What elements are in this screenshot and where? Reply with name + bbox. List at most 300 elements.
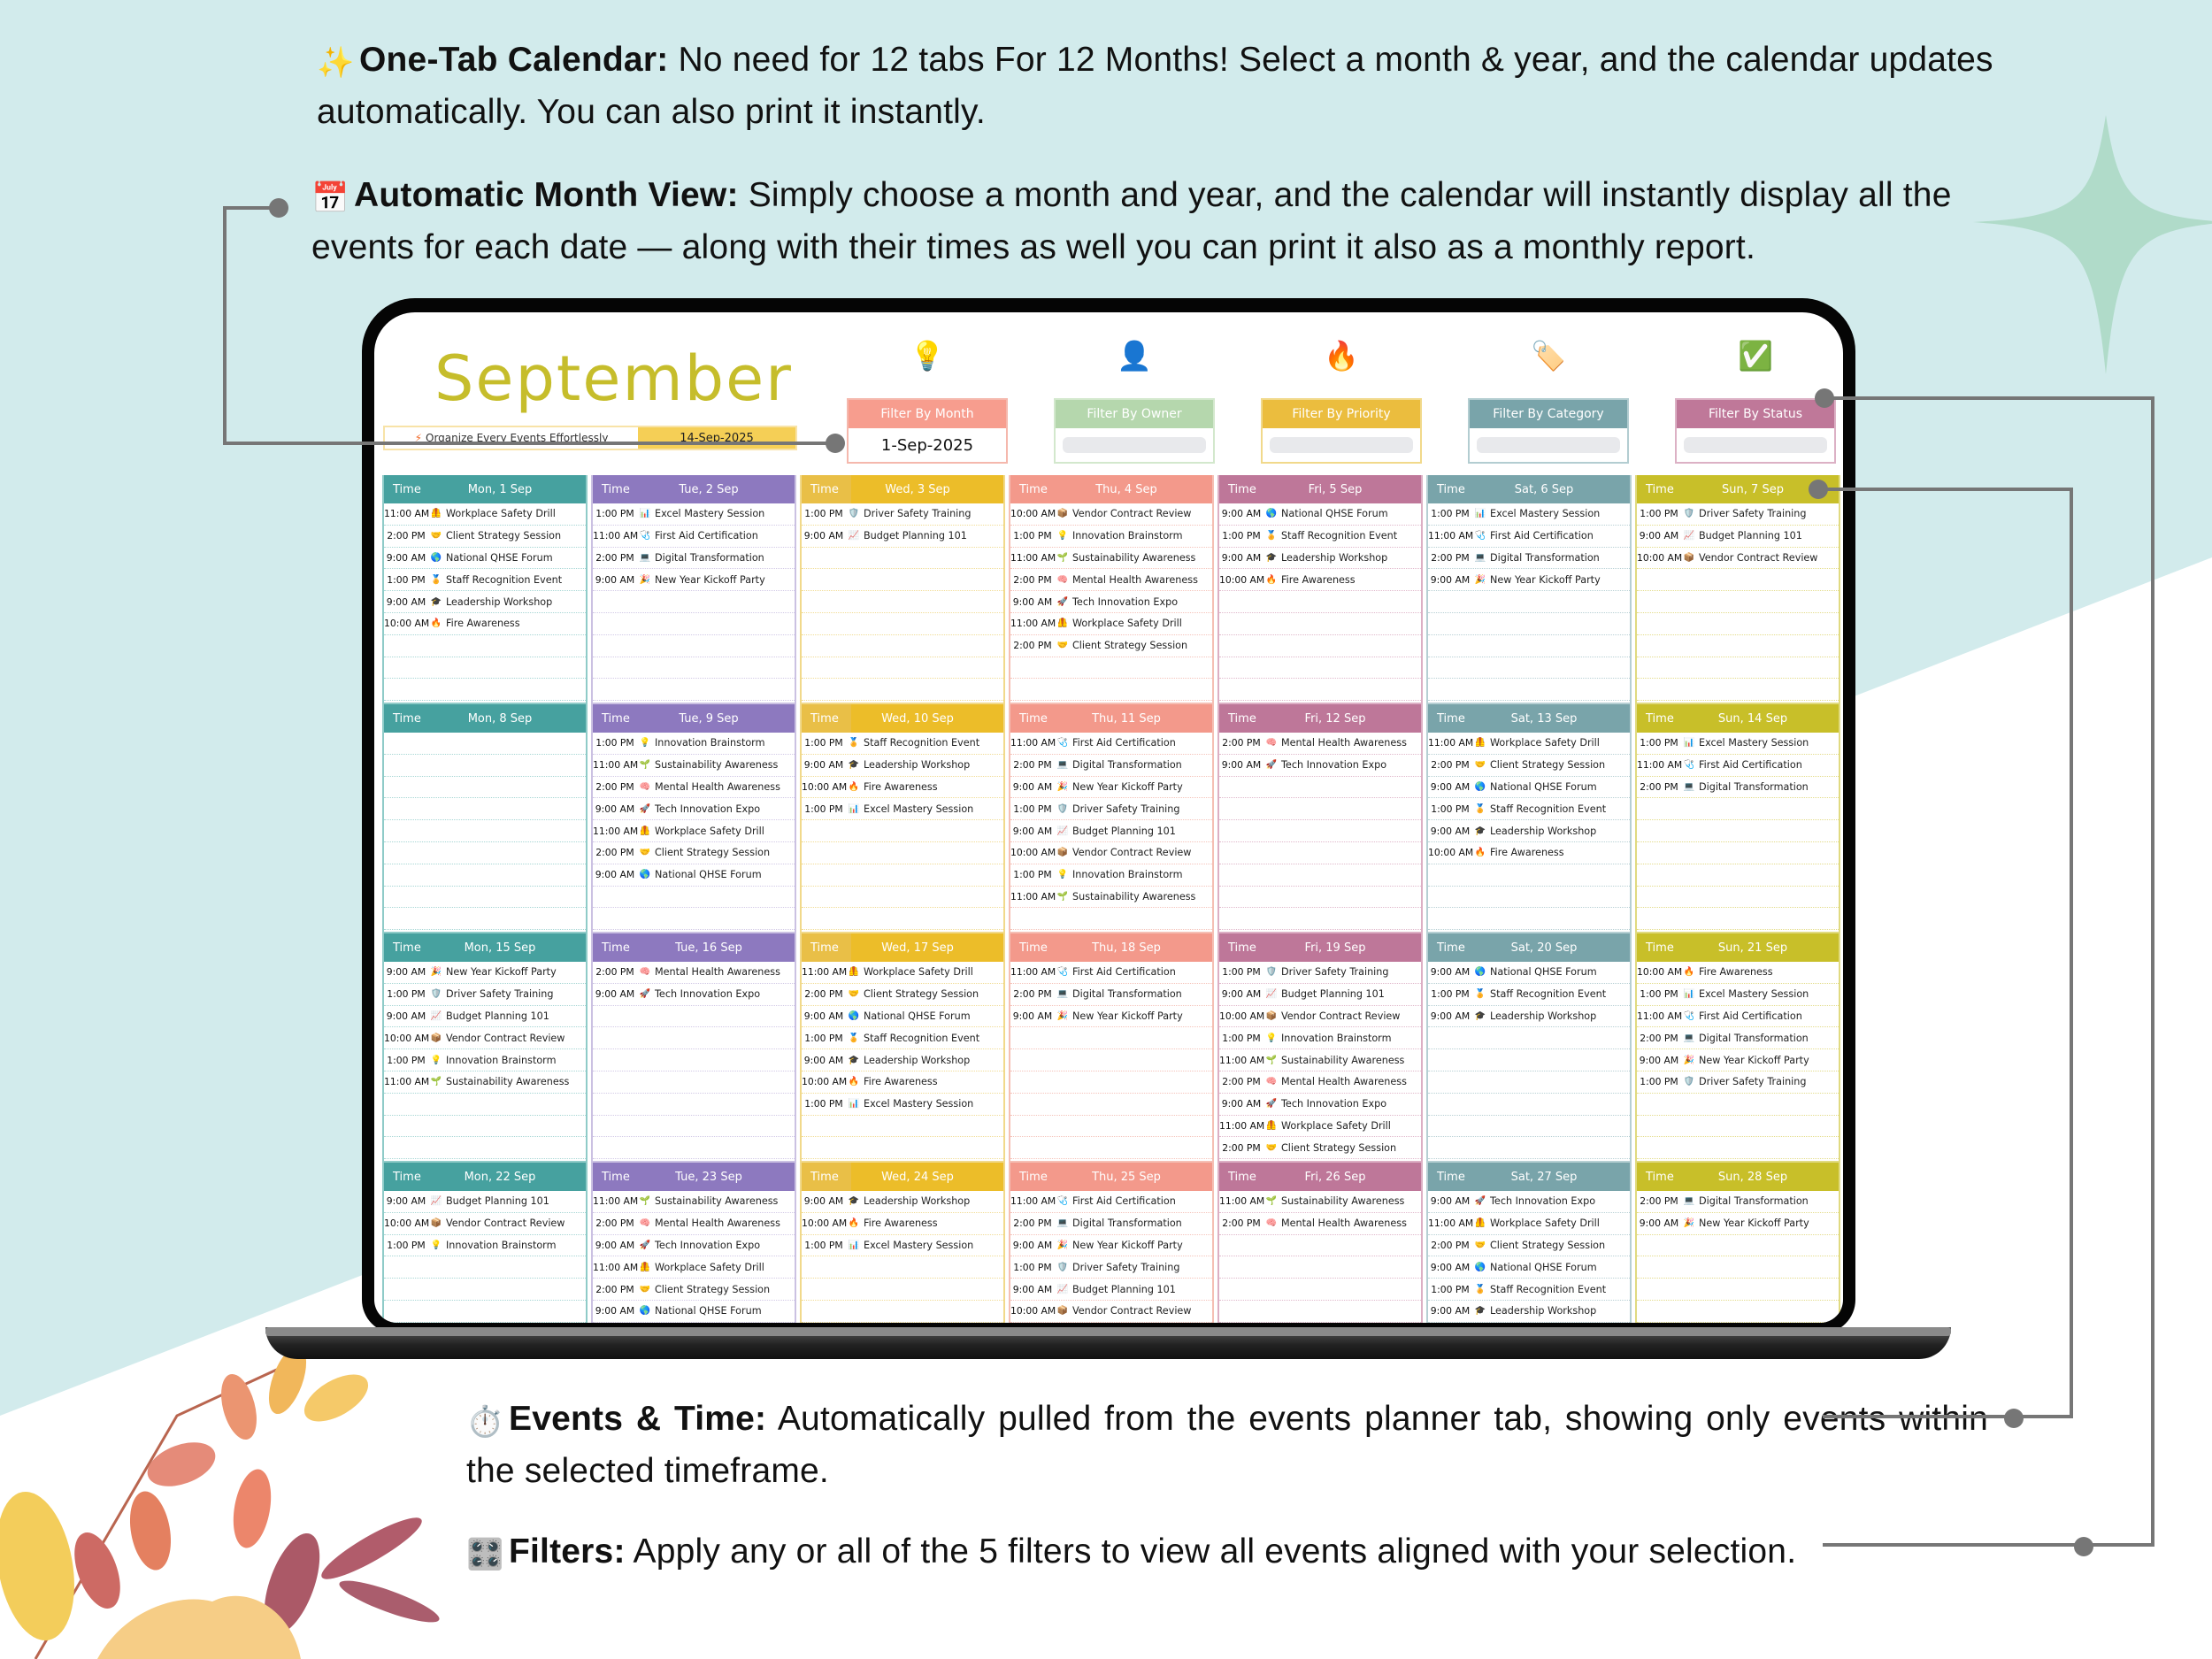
event-row[interactable] [1428,798,1630,820]
event-row[interactable] [1010,777,1212,799]
empty-event-row [384,679,586,701]
event-row[interactable] [1010,733,1212,755]
event-category-icon: 📈 [848,531,860,541]
event-row[interactable] [593,1301,795,1323]
today-date: 14-Sep-2025 [638,427,795,449]
event-category-icon: 📊 [848,1240,860,1250]
event-row[interactable] [384,1049,586,1071]
event-name: First Aid Certification [655,530,758,542]
event-row[interactable] [384,1071,586,1094]
event-row[interactable] [593,962,795,984]
connector-dot [2004,1409,2024,1428]
filter-label: Filter By Status [1677,400,1834,428]
empty-event-row [593,887,795,909]
day-date-label: Sat, 20 Sep [1510,941,1578,955]
tagline-text: Organize Every Events Effortlessly [426,432,609,444]
empty-event-row [1219,777,1421,799]
event-row[interactable] [1219,1094,1421,1116]
day-header [1219,1163,1421,1191]
event-row[interactable] [1637,733,1839,755]
event-name: Staff Recognition Event [864,737,980,749]
event-time: 9:00 AM [1012,1283,1053,1295]
empty-event-row [1428,679,1630,701]
event-row[interactable] [1428,733,1630,755]
event-category-icon: 🦺 [1474,1218,1486,1229]
empty-event-row [384,908,586,930]
event-row[interactable] [384,1213,586,1235]
event-name: Mental Health Awareness [655,1217,780,1230]
empty-event-row [384,733,586,755]
time-column-label: Time [802,704,851,733]
event-category-icon: 🦺 [1265,1120,1278,1131]
event-row[interactable] [593,1256,795,1279]
event-row[interactable] [802,1006,1003,1028]
empty-event-row [802,1301,1003,1323]
event-time: 10:00 AM [1637,551,1683,564]
event-name: National QHSE Forum [655,869,762,881]
event-name: Mental Health Awareness [655,966,780,979]
event-time: 9:00 AM [595,1239,635,1251]
event-row[interactable] [1010,1235,1212,1257]
filter-filter-by-status[interactable] [1675,398,1836,464]
event-name: National QHSE Forum [446,551,553,564]
event-category-icon: 🌱 [1265,1196,1278,1207]
event-row[interactable] [593,569,795,591]
event-category-icon: 🎓 [1474,1306,1486,1317]
event-category-icon: 💡 [1265,1033,1278,1043]
event-time: 11:00 AM [1219,1119,1265,1132]
event-row[interactable] [593,842,795,864]
event-time: 2:00 PM [595,1283,634,1295]
empty-event-row [802,887,1003,909]
event-row[interactable] [1219,733,1421,755]
event-row[interactable] [593,1213,795,1235]
event-row[interactable] [802,1049,1003,1071]
day-header [802,704,1003,733]
event-row[interactable] [1010,591,1212,613]
event-category-icon: 🏅 [1474,803,1486,814]
event-row[interactable] [1428,755,1630,777]
event-category-icon: 🩺 [1056,1196,1069,1207]
event-name: Vendor Contract Review [1699,551,1818,564]
event-category-icon: 📈 [1265,989,1278,1000]
event-category-icon: 🤝 [848,989,860,1000]
event-row[interactable] [384,569,586,591]
event-row[interactable] [1010,798,1212,820]
empty-event-row [1219,1256,1421,1279]
event-category-icon: 🧠 [1056,574,1069,585]
event-row[interactable] [802,1213,1003,1235]
filter-filter-by-month[interactable] [847,398,1008,464]
event-row[interactable] [1637,503,1839,526]
event-row[interactable] [1219,1191,1421,1213]
event-row[interactable] [384,548,586,570]
event-time: 10:00 AM [1010,847,1056,859]
event-name: Innovation Brainstorm [1072,869,1183,881]
event-row[interactable] [802,1191,1003,1213]
event-name: Excel Mastery Session [1699,988,1809,1001]
empty-event-row [802,1279,1003,1301]
filter-filter-by-category[interactable] [1468,398,1629,464]
event-row[interactable] [384,1006,586,1028]
empty-event-row [1428,908,1630,930]
event-category-icon: 🏅 [430,574,442,585]
event-category-icon: 📦 [1056,848,1069,858]
event-time: 1:00 PM [387,1239,426,1251]
event-row[interactable] [593,526,795,548]
event-row[interactable] [593,755,795,777]
event-name: Digital Transformation [1699,780,1809,793]
event-row[interactable] [593,1235,795,1257]
day-date-label: Thu, 25 Sep [1092,1170,1161,1184]
event-name: Staff Recognition Event [864,1032,980,1044]
empty-event-row [1219,591,1421,613]
empty-event-row [1010,657,1212,680]
event-category-icon: 🌎 [848,1010,860,1021]
day-cell [1426,933,1632,1163]
empty-event-row [802,842,1003,864]
event-row[interactable] [1637,1213,1839,1235]
event-row[interactable] [1637,1006,1839,1028]
event-time: 9:00 AM [1221,1098,1262,1110]
event-row[interactable] [1428,1191,1630,1213]
event-row[interactable] [1219,755,1421,777]
empty-event-row [802,679,1003,701]
event-row[interactable] [802,984,1003,1006]
event-time: 10:00 AM [802,780,848,793]
event-row[interactable] [802,1071,1003,1094]
filter-filter-by-owner[interactable] [1054,398,1215,464]
day-cell [1217,704,1423,933]
event-row[interactable] [1219,962,1421,984]
event-row[interactable] [593,864,795,887]
event-time: 9:00 AM [386,551,426,564]
event-row[interactable] [1010,864,1212,887]
event-row[interactable] [1010,887,1212,909]
event-time: 1:00 PM [387,988,426,1001]
event-time: 11:00 AM [593,1195,639,1208]
empty-event-row [1219,798,1421,820]
event-name: Client Strategy Session [1072,640,1188,652]
day-date-label: Wed, 17 Sep [881,941,954,955]
empty-event-row [384,777,586,799]
event-name: Vendor Contract Review [1072,1305,1192,1317]
event-name: Tech Innovation Expo [1281,759,1387,772]
event-row[interactable] [384,1027,586,1049]
day-header [1637,704,1839,733]
event-category-icon: 🌱 [1056,891,1069,902]
event-name: Driver Safety Training [864,508,972,520]
event-time: 1:00 PM [804,1239,843,1251]
event-row[interactable] [1010,962,1212,984]
event-row[interactable] [802,503,1003,526]
day-date-label: Wed, 10 Sep [881,711,954,726]
empty-event-row [384,755,586,777]
event-name: Digital Transformation [1490,551,1600,564]
event-row[interactable] [593,798,795,820]
event-row[interactable] [802,1094,1003,1116]
sparkles-icon: ✨ [317,46,355,80]
event-time: 1:00 PM [1640,1076,1678,1088]
event-category-icon: 🩺 [639,531,651,541]
day-date-label: Tue, 2 Sep [679,482,739,496]
event-row[interactable] [384,962,586,984]
event-row[interactable] [1219,1049,1421,1071]
event-category-icon: 🌎 [1474,967,1486,978]
day-header [1010,933,1212,962]
event-row[interactable] [802,1027,1003,1049]
autumn-leaves-decoration [0,1345,460,1659]
event-row[interactable] [1637,1027,1839,1049]
event-name: Budget Planning 101 [1281,988,1385,1001]
empty-event-row [1010,1049,1212,1071]
event-name: Sustainability Awareness [1072,890,1196,902]
event-time: 1:00 PM [804,1098,843,1110]
event-row[interactable] [1010,755,1212,777]
event-category-icon: 🎉 [1683,1055,1695,1065]
day-cell [1426,704,1632,933]
event-row[interactable] [384,984,586,1006]
event-row[interactable] [1219,984,1421,1006]
event-time: 9:00 AM [1430,780,1471,793]
event-row[interactable] [1637,984,1839,1006]
event-row[interactable] [1219,1137,1421,1159]
event-time: 10:00 AM [384,1217,430,1230]
event-row[interactable] [593,984,795,1006]
event-category-icon: 🔥 [430,618,442,629]
day-date-label: Fri, 19 Sep [1304,941,1366,955]
event-time: 1:00 PM [804,803,843,815]
event-row[interactable] [1010,842,1212,864]
event-time: 2:00 PM [1013,759,1052,772]
event-row[interactable] [1219,548,1421,570]
filter-dropdown[interactable] [1056,428,1213,462]
event-row[interactable] [1637,962,1839,984]
event-row[interactable] [1219,1006,1421,1028]
event-time: 9:00 AM [1012,595,1053,608]
event-category-icon: 🌱 [639,760,651,771]
event-name: Excel Mastery Session [864,1239,974,1251]
event-time: 9:00 AM [595,1305,635,1317]
event-row[interactable] [1428,820,1630,842]
event-category-icon: 🚀 [1056,596,1069,607]
event-row[interactable] [384,503,586,526]
event-category-icon: 🎓 [1474,1010,1486,1021]
event-row[interactable] [1637,548,1839,570]
event-row[interactable] [802,1235,1003,1257]
event-row[interactable] [593,548,795,570]
event-category-icon: 📦 [1056,1306,1069,1317]
event-row[interactable] [1010,526,1212,548]
event-row[interactable] [1637,526,1839,548]
event-row[interactable] [1637,1191,1839,1213]
event-row[interactable] [1010,1279,1212,1301]
time-column-label: Time [593,704,642,733]
event-row[interactable] [1637,1049,1839,1071]
event-row[interactable] [802,798,1003,820]
event-row[interactable] [802,962,1003,984]
event-row[interactable] [593,1279,795,1301]
day-cell [1426,475,1632,704]
event-row[interactable] [1637,755,1839,777]
event-row[interactable] [1428,548,1630,570]
event-name: National QHSE Forum [655,1305,762,1317]
event-row[interactable] [802,526,1003,548]
day-cell [382,475,588,704]
empty-event-row [1637,842,1839,864]
time-column-label: Time [593,475,642,503]
event-row[interactable] [1219,1027,1421,1049]
empty-event-row [384,1116,586,1138]
day-header [1637,933,1839,962]
event-name: Leadership Workshop [1490,1305,1597,1317]
event-category-icon: 🤝 [1056,641,1069,651]
event-category-icon: 🎉 [1056,1240,1069,1250]
event-row[interactable] [384,613,586,635]
filter-dropdown[interactable] [1263,428,1420,462]
event-row[interactable] [593,1191,795,1213]
event-row[interactable] [384,526,586,548]
event-name: National QHSE Forum [1281,508,1388,520]
event-name: Digital Transformation [1072,759,1182,772]
event-row[interactable] [1010,820,1212,842]
event-time: 11:00 AM [593,1261,639,1273]
event-row[interactable] [593,503,795,526]
event-row[interactable] [1010,984,1212,1006]
event-row[interactable] [593,777,795,799]
event-row[interactable] [1428,1006,1630,1028]
time-column-label: Time [1637,475,1686,503]
empty-event-row [384,1094,586,1116]
event-row[interactable] [384,1191,586,1213]
event-row[interactable] [1428,984,1630,1006]
event-time: 9:00 AM [595,869,635,881]
event-name: Excel Mastery Session [655,508,765,520]
event-name: Sustainability Awareness [446,1076,570,1088]
callout-title: Events & Time: [509,1400,767,1438]
event-row[interactable] [1637,1071,1839,1094]
event-name: Staff Recognition Event [446,573,563,586]
filter-filter-by-priority[interactable] [1261,398,1422,464]
event-row[interactable] [1010,1256,1212,1279]
event-row[interactable] [1219,1213,1421,1235]
event-category-icon: 🛡️ [1056,1262,1069,1272]
empty-event-row [593,1116,795,1138]
event-row[interactable] [1010,548,1212,570]
event-row[interactable] [1010,635,1212,657]
event-name: Workplace Safety Drill [864,966,973,979]
event-row[interactable] [802,777,1003,799]
event-row[interactable] [1010,1191,1212,1213]
event-row[interactable] [1637,777,1839,799]
event-category-icon: 🛡️ [430,989,442,1000]
event-row[interactable] [1010,1006,1212,1028]
event-time: 9:00 AM [595,803,635,815]
event-row[interactable] [1428,1235,1630,1257]
empty-event-row [1637,635,1839,657]
filter-dropdown[interactable] [1470,428,1627,462]
event-row[interactable] [1428,1301,1630,1323]
event-row[interactable] [593,733,795,755]
event-row[interactable] [1428,1279,1630,1301]
event-row[interactable] [1428,842,1630,864]
callout-text: Apply any or all of the 5 filters to view all events aligned with your selection. [625,1532,1797,1571]
event-name: Client Strategy Session [1490,759,1606,772]
event-time: 9:00 AM [1639,530,1679,542]
filter-dropdown[interactable] [849,428,1006,462]
event-time: 1:00 PM [1431,1283,1470,1295]
event-row[interactable] [1010,503,1212,526]
filter-dropdown[interactable] [1677,428,1834,462]
event-row[interactable] [1010,569,1212,591]
event-row[interactable] [1219,569,1421,591]
event-time: 11:00 AM [802,966,848,979]
event-category-icon: 🎓 [848,1196,860,1207]
empty-event-row [1428,591,1630,613]
time-column-label: Time [593,933,642,962]
event-category-icon: 🔥 [848,781,860,792]
event-name: Vendor Contract Review [1072,508,1192,520]
event-row[interactable] [1428,1213,1630,1235]
event-row[interactable] [384,591,586,613]
time-column-label: Time [384,704,434,733]
event-row[interactable] [1219,1071,1421,1094]
empty-event-row [802,613,1003,635]
event-category-icon: 📦 [1265,1010,1278,1021]
callout-text: Simply choose a month and year, and the calendar will instantly display all the events for each date — along with their times as well you can print it also as a monthly report. [311,176,1952,266]
event-category-icon: 🤝 [639,848,651,858]
event-row[interactable] [593,820,795,842]
tag-icon: 🏷️ [1531,339,1566,373]
event-row[interactable] [1010,1213,1212,1235]
event-category-icon: 🎓 [848,1055,860,1065]
empty-event-row [593,1027,795,1049]
event-name: National QHSE Forum [1490,1261,1597,1273]
event-row[interactable] [1428,526,1630,548]
event-row[interactable] [1428,777,1630,799]
day-header [1219,475,1421,503]
event-row[interactable] [802,755,1003,777]
event-category-icon: 🧠 [639,967,651,978]
event-row[interactable] [802,733,1003,755]
event-row[interactable] [384,1235,586,1257]
event-row[interactable] [1428,962,1630,984]
event-time: 1:00 PM [1013,530,1052,542]
event-row[interactable] [1219,526,1421,548]
event-row[interactable] [1428,1256,1630,1279]
event-name: Digital Transformation [1699,1032,1809,1044]
event-category-icon: 📦 [430,1218,442,1229]
event-row[interactable] [1010,613,1212,635]
event-name: Mental Health Awareness [1281,1217,1407,1230]
event-row[interactable] [1428,569,1630,591]
empty-event-row [1010,1027,1212,1049]
event-name: New Year Kickoff Party [446,966,557,979]
calendar-icon: 📅 [311,181,349,215]
day-cell [1635,1163,1840,1323]
event-row[interactable] [1219,503,1421,526]
event-time: 11:00 AM [1428,1217,1474,1230]
event-row[interactable] [1219,1116,1421,1138]
empty-event-row [1428,864,1630,887]
empty-event-row [1219,635,1421,657]
day-cell [382,1163,588,1323]
event-row[interactable] [1010,1301,1212,1323]
event-row[interactable] [1428,503,1630,526]
empty-event-row [802,591,1003,613]
event-category-icon: 🤝 [1474,1240,1486,1250]
day-cell [591,1163,796,1323]
